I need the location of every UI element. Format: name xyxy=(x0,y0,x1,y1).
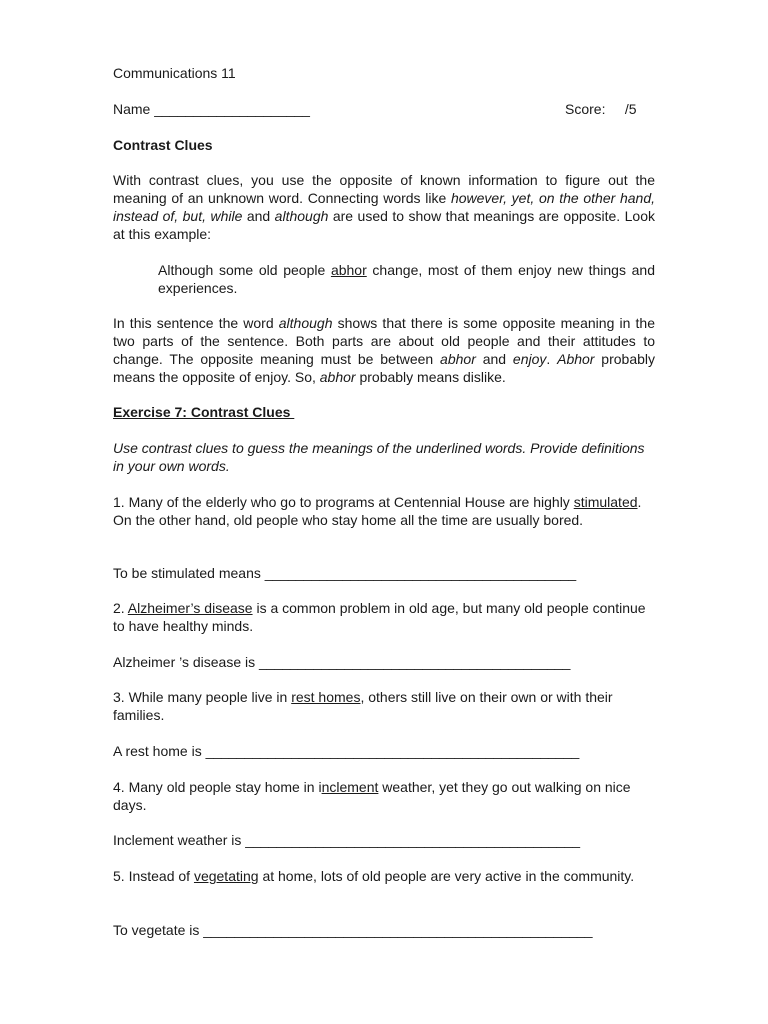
question-text: at home, lots of old people are very active in the community. xyxy=(258,868,635,884)
question-5-text xyxy=(113,867,655,885)
header-name-score xyxy=(113,100,655,118)
exercise-heading: Exercise 7: Contrast Clues xyxy=(113,404,295,420)
question-text: 3. While many people live in xyxy=(113,689,292,705)
question-2 xyxy=(113,599,655,635)
intro-text: and xyxy=(242,208,275,224)
question-text: 2. xyxy=(113,600,128,616)
explanation-text: probably means the opposite of enjoy. So, xyxy=(113,351,656,385)
question-1-text xyxy=(113,493,655,529)
example-text: change, most of them enjoy new things and experiences. xyxy=(158,262,655,296)
example-block xyxy=(113,261,655,297)
explanation-paragraph xyxy=(113,314,655,386)
intro-paragraph xyxy=(113,171,655,243)
explanation-text: probably means dislike. xyxy=(355,369,506,385)
question-text: 5. Instead of xyxy=(113,868,194,884)
question-3-text xyxy=(113,688,655,724)
question-5 xyxy=(113,867,655,885)
question-text: 1. Many of the elderly who go to programs at Centennial House are highly xyxy=(113,494,574,510)
course-title: Communications 11 xyxy=(113,65,236,81)
answer-1-line[interactable]: To be stimulated means ________________________________________ xyxy=(113,565,577,581)
intro-text: With contrast clues, you use the opposite of known information to figure out the meaning of an unknown word. Connecting words like xyxy=(113,172,655,206)
question-text: weather, yet they go out walking on nice days. xyxy=(113,779,631,813)
example-text: Although some old people xyxy=(158,262,331,278)
answer-3-line[interactable]: A rest home is ________________________________________________ xyxy=(113,743,580,759)
question-3 xyxy=(113,688,655,724)
underlined-word-vegetating: vegetating xyxy=(193,868,259,884)
question-2-text xyxy=(113,599,655,635)
underlined-word-inclement: nclement xyxy=(321,779,379,795)
explanation-text: . xyxy=(546,351,558,367)
example-sentence xyxy=(158,261,655,297)
answer-4-row xyxy=(113,831,655,849)
explanation-text: and xyxy=(475,351,513,367)
italic-word: Abhor xyxy=(557,351,595,367)
name-field-label: Name ____________________ xyxy=(113,101,310,117)
instructions: Use contrast clues to guess the meanings of the underlined words. Provide definitions in your own words. xyxy=(113,440,645,474)
score-label: Score: /5 xyxy=(565,101,637,117)
italic-word: abhor xyxy=(319,369,356,385)
question-4 xyxy=(113,778,655,814)
explanation-block xyxy=(113,314,655,386)
underlined-word-alzheimers: Alzheimer’s disease xyxy=(127,600,253,616)
question-text: . On the other hand, old people who stay home all the time are usually bored. xyxy=(113,494,642,528)
explanation-text: shows that there is some opposite meaning in the two parts of the sentence. Both parts are about old people and their attitudes to change. The opposite meaning must be between xyxy=(113,315,655,367)
answer-2-line[interactable]: Alzheimer ’s disease is ________________________________________ xyxy=(113,654,571,670)
italic-word: although xyxy=(278,315,333,331)
connecting-words: however, yet, on the other hand, instead of, but, while xyxy=(113,190,655,224)
underlined-word-stimulated: stimulated xyxy=(573,494,638,510)
italic-word: abhor xyxy=(440,351,476,367)
underlined-word-rest-homes: rest homes xyxy=(291,689,361,705)
answer-4-line[interactable]: Inclement weather is ___________________________________________ xyxy=(113,832,581,848)
exercise-heading-row xyxy=(113,403,655,421)
section-heading-row xyxy=(113,136,655,154)
answer-3-row xyxy=(113,742,655,760)
connecting-word-although: although xyxy=(274,208,329,224)
question-4-text xyxy=(113,778,655,814)
italic-word: enjoy xyxy=(512,351,547,367)
question-1 xyxy=(113,493,655,529)
explanation-text: In this sentence the word xyxy=(113,315,279,331)
question-text: is a common problem in old age, but many old people continue to have healthy minds. xyxy=(113,600,646,634)
header-course xyxy=(113,64,655,82)
intro-paragraph-block xyxy=(113,171,655,243)
answer-5-row xyxy=(113,921,655,939)
answer-5-line[interactable]: To vegetate is __________________________________________________ xyxy=(113,922,593,938)
section-heading: Contrast Clues xyxy=(113,137,213,153)
answer-1-row xyxy=(113,564,655,582)
intro-text: are used to show that meanings are opposite. Look at this example: xyxy=(113,208,655,242)
answer-2-row xyxy=(113,653,655,671)
instructions-block xyxy=(113,439,655,475)
underlined-word-abhor: abhor xyxy=(330,262,367,278)
question-text: 4. Many old people stay home in i xyxy=(113,779,322,795)
question-text: , others still live on their own or with their families. xyxy=(113,689,613,723)
